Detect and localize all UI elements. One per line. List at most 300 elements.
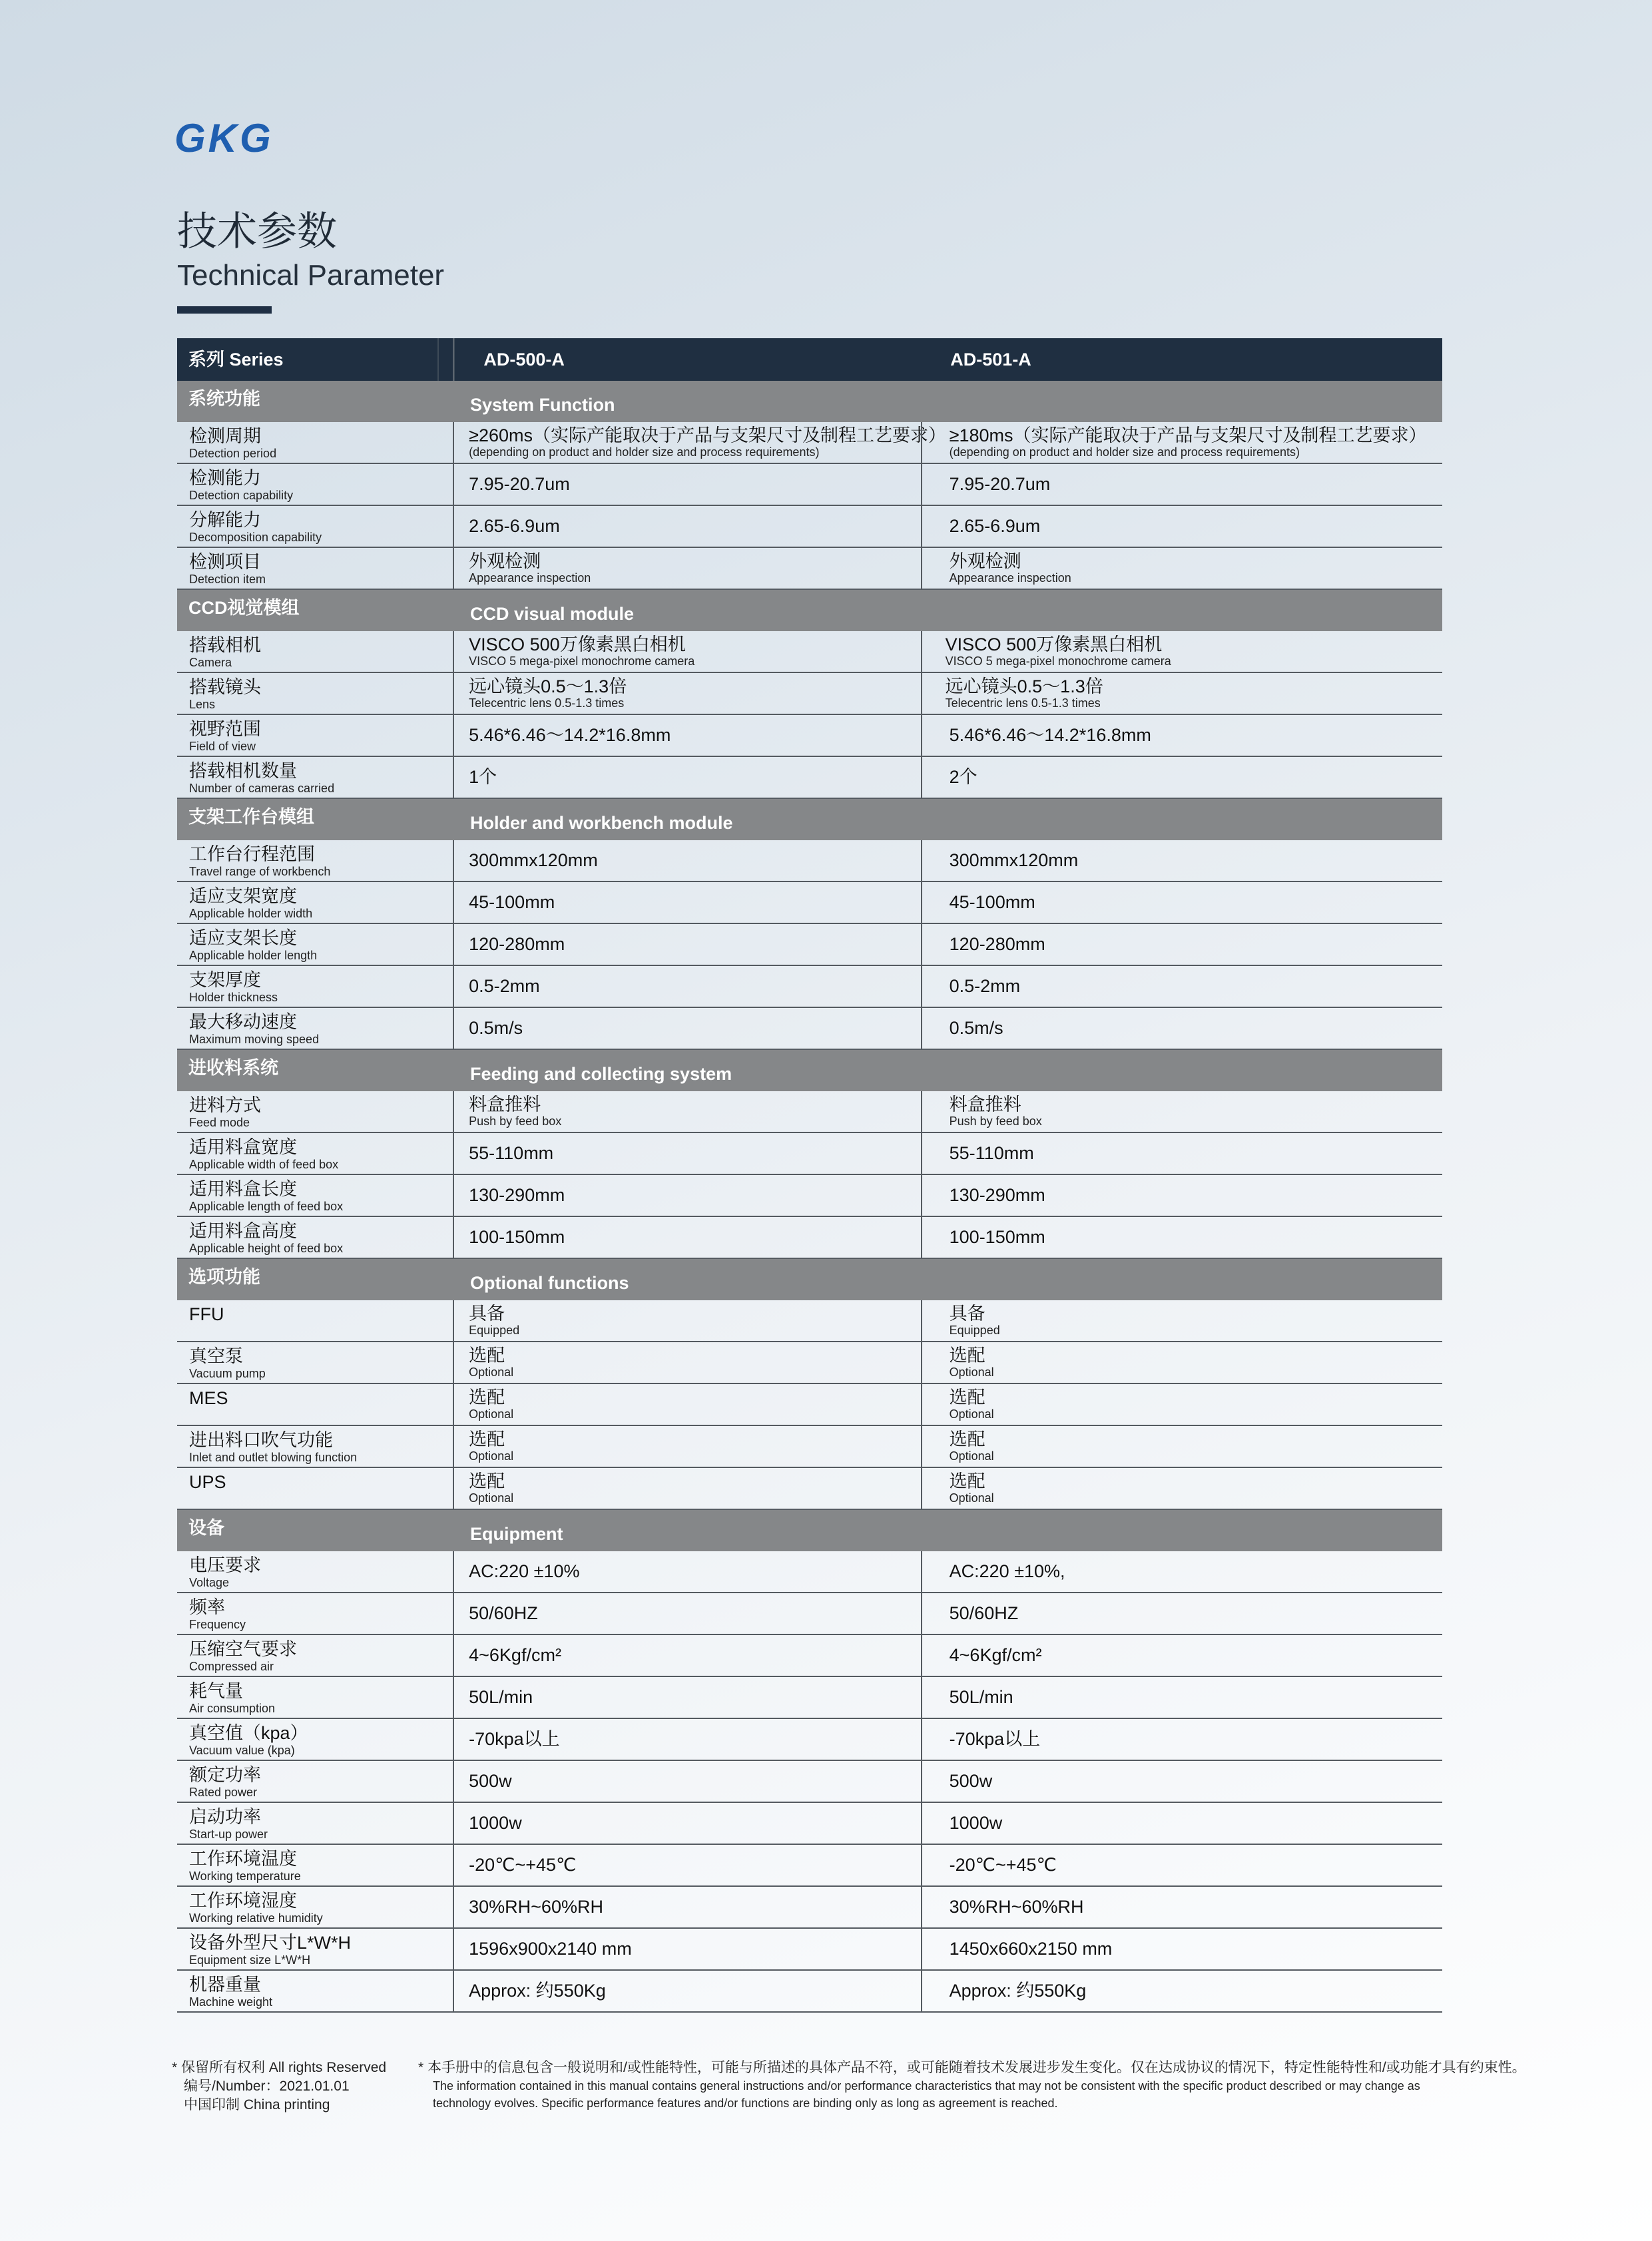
section-row [177, 590, 1442, 631]
value-cell-model-b [921, 464, 1442, 505]
section-row [177, 799, 1442, 840]
value-sub: Push by feed box [469, 1115, 562, 1128]
table-row [177, 1300, 1442, 1342]
param-name-cn: 支架厚度 [189, 970, 261, 990]
section-cell-en [453, 590, 921, 631]
section-cell-empty [921, 1259, 1442, 1300]
section-cell-empty [921, 590, 1442, 631]
param-name-en: Camera [189, 656, 232, 669]
table-row [177, 757, 1442, 799]
section-title-en: Equipment [470, 1524, 563, 1544]
value-sub: Equipped [949, 1324, 1000, 1337]
param-name-cn: 频率 [189, 1597, 225, 1617]
value-cell-model-a [453, 1384, 921, 1425]
footer-printing-line: 中国印制 China printing [184, 2097, 330, 2113]
value-main: 外观检测 [949, 551, 1021, 571]
param-name-cn: 进出料口吹气功能 [189, 1430, 333, 1450]
table-row [177, 1091, 1442, 1133]
value-main: VISCO 500万像素黑白相机 [945, 634, 1163, 654]
param-label-cell [177, 1091, 453, 1132]
value-cell-model-a [453, 1468, 921, 1509]
param-name-en: Feed mode [189, 1116, 250, 1129]
value-cell-model-a [453, 1719, 921, 1760]
section-title-en: Optional functions [470, 1273, 629, 1293]
value-main: 具备 [949, 1304, 985, 1324]
param-name-cn: 机器重量 [189, 1975, 261, 1995]
value-cell-model-a [453, 757, 921, 798]
param-name-en: Maximum moving speed [189, 1033, 320, 1046]
param-name-cn: 搭载镜头 [189, 677, 261, 697]
value-cell-model-b [921, 506, 1442, 547]
param-label-cell [177, 1593, 453, 1634]
section-cell-cn [177, 1510, 453, 1551]
section-title-cn: 进收料系统 [188, 1058, 278, 1078]
value-sub: Push by feed box [949, 1115, 1042, 1128]
value-cell-model-b [921, 1929, 1442, 1969]
param-label-cell [177, 1971, 453, 2011]
value-cell-model-b [921, 1845, 1442, 1885]
value-cell-model-b [921, 1677, 1442, 1718]
param-name-en: Detection period [189, 447, 277, 460]
table-row [177, 422, 1442, 464]
param-label-cell [177, 548, 453, 589]
param-name-cn: 适用料盒高度 [189, 1221, 297, 1241]
value-cell-model-a [453, 1008, 921, 1049]
value-main: 2.65-6.9um [949, 516, 1041, 536]
value-cell-model-a [453, 715, 921, 756]
page-title-cn: 技术参数 [177, 209, 337, 254]
value-cell-model-b [921, 882, 1442, 923]
value-main: 45-100mm [949, 892, 1035, 912]
value-cell-model-b [921, 1175, 1442, 1216]
value-cell-model-b [921, 757, 1442, 798]
param-label-cell [177, 1300, 453, 1341]
value-main: 7.95-20.7um [949, 474, 1051, 494]
section-cell-en [453, 1510, 921, 1551]
value-main: -70kpa以上 [949, 1729, 1041, 1749]
section-title-cn: 选项功能 [188, 1267, 260, 1287]
table-row [177, 1175, 1442, 1217]
param-name-cn: 设备外型尺寸L*W*H [189, 1933, 352, 1953]
value-main: 2个 [949, 767, 977, 787]
param-label-cell [177, 1887, 453, 1927]
table-row [177, 1929, 1442, 1971]
param-label-cell [177, 422, 453, 463]
value-main: 1000w [949, 1813, 1003, 1833]
param-label-cell [177, 1468, 453, 1509]
footer-disclaimer-cn: * 本手册中的信息包含一般说明和/或性能特性，可能与所描述的具体产品不符，或可能随着技术发展进步发生变化。仅在达成协议的情况下，特定性能特性和/或功能才具有约束性。 [418, 2060, 1526, 2075]
param-label-cell [177, 924, 453, 965]
param-name-cn: 工作环境湿度 [189, 1891, 297, 1911]
value-cell-model-b [921, 1887, 1442, 1927]
header-model-b: AD-501-A [950, 350, 1031, 370]
value-main: 0.5m/s [469, 1018, 523, 1038]
param-name-cn: 适用料盒长度 [189, 1179, 297, 1199]
value-cell-model-a [453, 840, 921, 881]
param-label-cell [177, 1635, 453, 1676]
value-main: AC:220 ±10%, [949, 1561, 1065, 1581]
param-name-en: Inlet and outlet blowing function [189, 1451, 358, 1464]
section-cell-empty [921, 1050, 1442, 1091]
value-cell-model-b [921, 1133, 1442, 1174]
value-cell-model-a [453, 924, 921, 965]
param-name-en: Decomposition capability [189, 531, 322, 544]
value-cell-model-a [453, 1929, 921, 1969]
value-cell-model-b [921, 1091, 1442, 1132]
value-main: 300mmx120mm [949, 850, 1079, 870]
value-main: 7.95-20.7um [469, 474, 570, 494]
param-name-cn: 适应支架宽度 [189, 886, 297, 906]
section-cell-empty [921, 381, 1442, 422]
param-name-cn: UPS [189, 1472, 226, 1492]
value-main: 选配 [469, 1346, 505, 1366]
value-sub: Equipped [469, 1324, 520, 1337]
section-cell-en [453, 1050, 921, 1091]
param-name-cn: 视野范围 [189, 719, 261, 739]
section-row [177, 1050, 1442, 1091]
value-main: 55-110mm [949, 1143, 1034, 1163]
value-cell-model-b [921, 548, 1442, 589]
param-label-cell [177, 966, 453, 1007]
value-main: 30%RH~60%RH [469, 1897, 603, 1917]
value-main: 0.5-2mm [949, 976, 1021, 996]
param-name-en: Applicable holder length [189, 949, 318, 962]
value-cell-model-a [453, 464, 921, 505]
table-row [177, 1593, 1442, 1635]
header-series: 系列 Series [188, 350, 284, 370]
section-row [177, 381, 1442, 422]
section-cell-empty [921, 799, 1442, 840]
value-cell-model-a [453, 1300, 921, 1341]
param-name-cn: 最大移动速度 [189, 1012, 297, 1032]
table-row [177, 1217, 1442, 1259]
value-sub: VISCO 5 mega-pixel monochrome camera [469, 654, 695, 668]
value-main: 500w [949, 1771, 993, 1791]
value-main: 130-290mm [949, 1185, 1045, 1205]
value-sub: Optional [949, 1407, 994, 1421]
param-name-en: Voltage [189, 1576, 230, 1589]
footer-disclaimer-en-2: technology evolves. Specific performance features and/or functions are binding only as long as agreement is reached. [433, 2097, 1058, 2110]
value-cell-model-a [453, 506, 921, 547]
value-main: 2.65-6.9um [469, 516, 560, 536]
param-name-en: Vacuum value (kpa) [189, 1744, 295, 1757]
gkg-logo [174, 120, 308, 157]
value-main: 选配 [469, 1387, 505, 1407]
section-title-en: Holder and workbench module [470, 813, 733, 833]
param-name-cn: 检测周期 [189, 426, 261, 446]
value-main: 120-280mm [469, 934, 565, 954]
footer-disclaimer [418, 2059, 1526, 2112]
value-main: 0.5m/s [949, 1018, 1003, 1038]
value-cell-model-b [921, 924, 1442, 965]
value-main: 50L/min [469, 1687, 533, 1707]
table-row [177, 1635, 1442, 1677]
value-main: 1个 [469, 767, 497, 787]
section-title-cn: CCD视觉模组 [188, 598, 300, 618]
value-main: 0.5-2mm [469, 976, 540, 996]
table-row [177, 840, 1442, 882]
table-row [177, 673, 1442, 715]
table-row [177, 924, 1442, 966]
value-sub: VISCO 5 mega-pixel monochrome camera [945, 654, 1171, 668]
value-cell-model-b [921, 840, 1442, 881]
value-cell-model-a [453, 1426, 921, 1467]
value-main: 选配 [949, 1471, 985, 1491]
value-cell-model-a [453, 422, 946, 463]
value-main: 50/60HZ [469, 1603, 538, 1623]
value-main: 料盒推料 [949, 1095, 1021, 1115]
param-name-cn: 检测项目 [189, 552, 261, 572]
param-name-en: Vacuum pump [189, 1367, 266, 1380]
value-cell-model-a [453, 1342, 921, 1383]
value-cell-model-b [921, 673, 1442, 714]
section-cell-en [453, 1259, 921, 1300]
param-label-cell [177, 1929, 453, 1969]
param-name-cn: 检测能力 [189, 468, 261, 488]
param-label-cell [177, 840, 453, 881]
value-main: 外观检测 [469, 551, 541, 571]
section-title-en: CCD visual module [470, 604, 635, 624]
param-name-cn: 耗气量 [189, 1681, 243, 1701]
value-sub: Optional [469, 1366, 514, 1379]
section-row [177, 1259, 1442, 1300]
section-title-cn: 设备 [188, 1518, 224, 1538]
param-name-en: Equipment size L*W*H [189, 1953, 311, 1967]
param-label-cell [177, 715, 453, 756]
param-label-cell [177, 1384, 453, 1425]
value-main: 100-150mm [469, 1227, 565, 1247]
table-row [177, 1133, 1442, 1175]
param-name-en: Detection capability [189, 489, 294, 502]
value-cell-model-a [453, 631, 921, 672]
param-label-cell [177, 673, 453, 714]
value-cell-model-b [921, 966, 1442, 1007]
param-name-cn: FFU [189, 1304, 224, 1324]
value-sub: Optional [469, 1491, 514, 1505]
param-label-cell [177, 1008, 453, 1049]
value-main: Approx: 约550Kg [949, 1981, 1087, 2001]
table-row [177, 1803, 1442, 1845]
page-title-en: Technical Parameter [177, 259, 445, 292]
value-main: 4~6Kgf/cm² [949, 1645, 1042, 1665]
table-row [177, 1342, 1442, 1384]
param-label-cell [177, 1175, 453, 1216]
param-name-cn: 启动功率 [189, 1807, 261, 1827]
table-row [177, 715, 1442, 757]
value-main: 500w [469, 1771, 512, 1791]
value-main: AC:220 ±10% [469, 1561, 580, 1581]
section-title-cn: 支架工作台模组 [188, 807, 314, 827]
param-label-cell [177, 1845, 453, 1885]
footer-number-line: 编号/Number：2021.01.01 [184, 2079, 350, 2094]
value-sub: Appearance inspection [469, 571, 591, 585]
param-label-cell [177, 1551, 453, 1592]
value-cell-model-a [453, 1845, 921, 1885]
value-main: 选配 [949, 1429, 985, 1449]
table-row [177, 506, 1442, 548]
table-body [177, 381, 1442, 2013]
value-main: 选配 [949, 1346, 985, 1366]
value-main: 300mmx120mm [469, 850, 598, 870]
footer-rights [172, 2059, 386, 2115]
title-underline-bar [177, 306, 272, 314]
value-cell-model-b [921, 1384, 1442, 1425]
value-main: 远心镜头0.5～1.3倍 [945, 676, 1103, 696]
param-name-cn: 进料方式 [189, 1095, 261, 1115]
param-name-en: Applicable holder width [189, 907, 313, 920]
param-name-cn: MES [189, 1388, 228, 1408]
value-main: 选配 [469, 1429, 505, 1449]
value-main: 50L/min [949, 1687, 1013, 1707]
param-name-cn: 压缩空气要求 [189, 1639, 297, 1659]
param-name-cn: 适用料盒宽度 [189, 1137, 297, 1157]
value-cell-model-a [453, 1887, 921, 1927]
table-row [177, 1384, 1442, 1426]
value-sub: (depending on product and holder size and process requirements) [469, 445, 820, 459]
value-cell-model-a [453, 1635, 921, 1676]
value-main: VISCO 500万像素黑白相机 [469, 634, 686, 654]
param-name-en: Start-up power [189, 1828, 268, 1841]
param-name-en: Travel range of workbench [189, 865, 331, 878]
table-row [177, 1551, 1442, 1593]
value-sub: Optional [469, 1449, 514, 1463]
svg-text:GKG: GKG [174, 120, 274, 157]
footer-disclaimer-en-1: The information contained in this manual contains general instructions and/or performance characteristics that may not be consistent with the specific product described or may change as [433, 2079, 1420, 2093]
value-cell-model-a [453, 882, 921, 923]
param-name-cn: 工作台行程范围 [189, 844, 315, 864]
section-cell-empty [921, 1510, 1442, 1551]
value-main: 具备 [469, 1304, 505, 1324]
param-name-cn: 额定功率 [189, 1765, 261, 1785]
table-row [177, 1719, 1442, 1761]
value-cell-model-a [453, 1133, 921, 1174]
value-main: -20℃~+45℃ [949, 1855, 1057, 1875]
param-name-cn: 工作环境温度 [189, 1849, 297, 1869]
param-label-cell [177, 1719, 453, 1760]
param-name-en: Working temperature [189, 1869, 301, 1883]
section-cell-cn [177, 799, 453, 840]
param-name-en: Compressed air [189, 1660, 274, 1673]
section-cell-en [453, 381, 921, 422]
value-main: 4~6Kgf/cm² [469, 1645, 561, 1665]
value-sub: Appearance inspection [949, 571, 1071, 585]
value-main: 100-150mm [949, 1227, 1045, 1247]
param-name-en: Lens [189, 698, 216, 711]
value-cell-model-a [453, 1803, 921, 1844]
value-main: 5.46*6.46～14.2*16.8mm [949, 725, 1151, 745]
value-main: 料盒推料 [469, 1095, 541, 1115]
value-cell-model-b [921, 1803, 1442, 1844]
value-main: 130-290mm [469, 1185, 565, 1205]
param-name-en: Machine weight [189, 1995, 273, 2009]
section-cell-en [453, 799, 921, 840]
value-cell-model-a [453, 1761, 921, 1802]
value-cell-model-b [921, 422, 1442, 463]
param-label-cell [177, 757, 453, 798]
value-cell-model-b [921, 1342, 1442, 1383]
param-label-cell [177, 1761, 453, 1802]
section-title-en: System Function [470, 395, 615, 415]
value-cell-model-b [921, 1426, 1442, 1467]
value-sub: Optional [949, 1491, 994, 1505]
value-cell-model-b [921, 715, 1442, 756]
param-name-en: Air consumption [189, 1702, 276, 1715]
param-name-cn: 搭载相机 [189, 635, 261, 655]
param-name-en: Applicable length of feed box [189, 1200, 344, 1213]
section-cell-cn [177, 1259, 453, 1300]
value-main: ≥260ms（实际产能取决于产品与支架尺寸及制程工艺要求） [469, 425, 946, 445]
table-row [177, 631, 1442, 673]
value-cell-model-b [921, 1761, 1442, 1802]
value-sub: Optional [949, 1366, 994, 1379]
param-label-cell [177, 1677, 453, 1718]
value-cell-model-b [921, 1008, 1442, 1049]
value-sub: Telecentric lens 0.5-1.3 times [945, 696, 1101, 710]
value-cell-model-a [453, 548, 921, 589]
param-label-cell [177, 464, 453, 505]
value-cell-model-a [453, 1677, 921, 1718]
value-sub: Optional [949, 1449, 994, 1463]
param-name-en: Working relative humidity [189, 1911, 323, 1925]
table-row [177, 1008, 1442, 1050]
value-cell-model-a [453, 1091, 921, 1132]
param-label-cell [177, 631, 453, 672]
value-cell-model-a [453, 1551, 921, 1592]
table-row [177, 464, 1442, 506]
value-cell-model-b [921, 1300, 1442, 1341]
table-row [177, 1761, 1442, 1803]
section-cell-cn [177, 590, 453, 631]
value-main: 30%RH~60%RH [949, 1897, 1084, 1917]
value-cell-model-b [921, 1217, 1442, 1258]
value-main: 120-280mm [949, 934, 1045, 954]
value-cell-model-b [921, 1468, 1442, 1509]
param-label-cell [177, 1342, 453, 1383]
value-main: 5.46*6.46～14.2*16.8mm [469, 725, 671, 745]
param-name-cn: 分解能力 [189, 510, 261, 530]
value-main: 1596x900x2140 mm [469, 1939, 632, 1959]
header-model-a: AD-500-A [483, 350, 565, 370]
section-title-cn: 系统功能 [188, 389, 260, 409]
table-row [177, 1845, 1442, 1887]
value-cell-model-a [453, 1971, 921, 2011]
param-name-cn: 真空值（kpa） [189, 1723, 308, 1743]
value-main: 45-100mm [469, 892, 555, 912]
param-label-cell [177, 1133, 453, 1174]
value-main: -20℃~+45℃ [469, 1855, 577, 1875]
table-row [177, 1677, 1442, 1719]
section-row [177, 1510, 1442, 1551]
value-main: 50/60HZ [949, 1603, 1019, 1623]
table-row [177, 882, 1442, 924]
param-name-en: Detection item [189, 573, 266, 586]
section-title-en: Feeding and collecting system [470, 1064, 732, 1084]
value-main: 1450x660x2150 mm [949, 1939, 1113, 1959]
value-main: 选配 [469, 1471, 505, 1491]
section-cell-cn [177, 1050, 453, 1091]
param-name-en: Number of cameras carried [189, 782, 335, 795]
param-label-cell [177, 1217, 453, 1258]
param-name-cn: 搭载相机数量 [189, 761, 297, 781]
value-main: Approx: 约550Kg [469, 1981, 606, 2001]
value-cell-model-b [921, 1593, 1442, 1634]
value-cell-model-a [453, 966, 921, 1007]
value-cell-model-b [921, 1971, 1442, 2011]
value-sub: (depending on product and holder size and process requirements) [949, 445, 1300, 459]
footer-rights-line: * 保留所有权利 All rights Reserved [172, 2060, 387, 2075]
value-main: ≥180ms（实际产能取决于产品与支架尺寸及制程工艺要求） [949, 425, 1427, 445]
value-sub: Telecentric lens 0.5-1.3 times [469, 696, 625, 710]
